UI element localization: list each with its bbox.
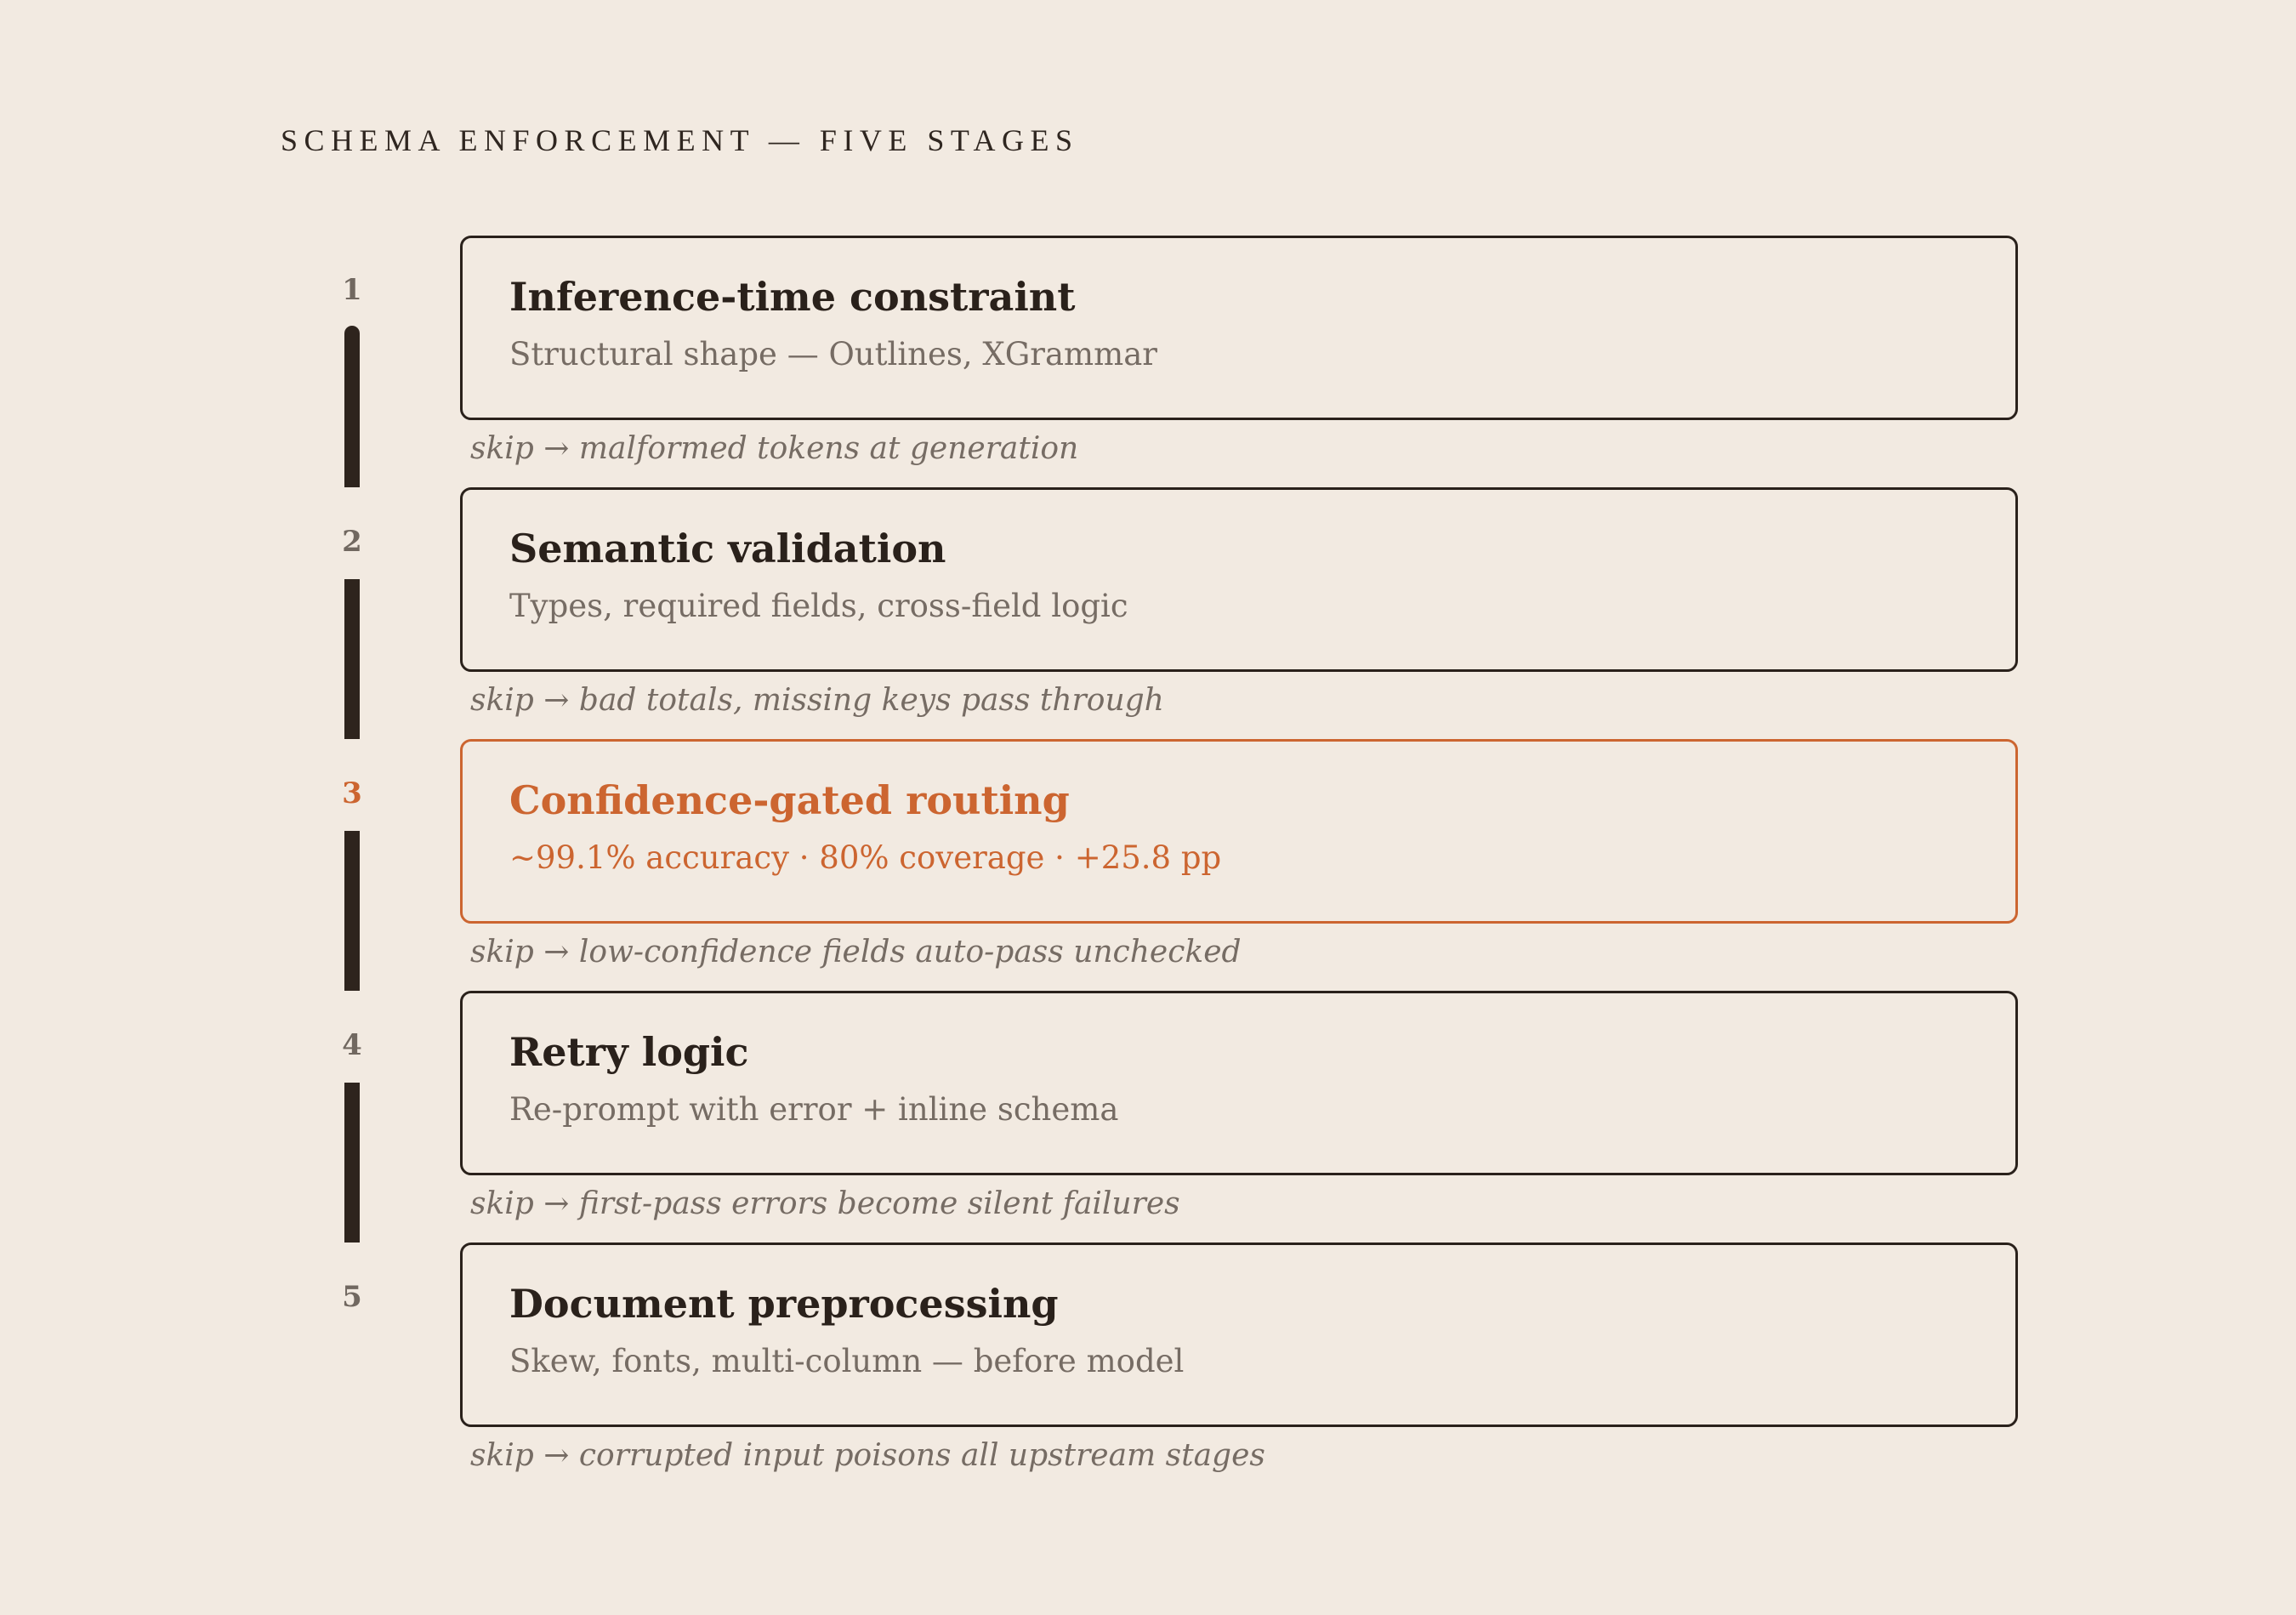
diagram-title: SCHEMA ENFORCEMENT — FIVE STAGES: [281, 123, 1079, 157]
skip-note: skip → first-pass errors become silent failures: [470, 1186, 1180, 1221]
skip-note: skip → malformed tokens at generation: [470, 431, 1079, 466]
stage-card: [460, 487, 2018, 672]
stage-title: Confidence-gated routing: [509, 777, 1070, 823]
stage-rail: [344, 1083, 360, 1243]
stage-card: [460, 236, 2018, 420]
stage-rail: [344, 326, 360, 487]
stage-card: [460, 739, 2018, 924]
stage-title: Retry logic: [509, 1029, 749, 1075]
skip-note: skip → low-confidence fields auto-pass unchecked: [470, 935, 1242, 970]
stage-subtitle: Types, required fields, cross-field logic: [509, 588, 1128, 624]
stage-subtitle: Skew, fonts, multi-column — before model: [509, 1343, 1185, 1379]
skip-note: skip → bad totals, missing keys pass through: [470, 683, 1164, 718]
stage-rail: [344, 831, 360, 991]
stage-subtitle: Re-prompt with error + inline schema: [509, 1091, 1119, 1128]
stage-rail: [344, 579, 360, 739]
stage-3: [0, 739, 2296, 991]
stage-card: [460, 991, 2018, 1175]
stage-number: 4: [342, 1028, 362, 1062]
stage-number: 2: [342, 525, 362, 559]
stage-4: [0, 991, 2296, 1243]
skip-note: skip → corrupted input poisons all upstream stages: [470, 1438, 1265, 1473]
stage-5: [0, 1243, 2296, 1494]
stage-number: 3: [342, 776, 362, 810]
stage-subtitle: ~99.1% accuracy · 80% coverage · +25.8 pp: [509, 839, 1222, 876]
stage-subtitle: Structural shape — Outlines, XGrammar: [509, 336, 1157, 372]
stage-card: [460, 1243, 2018, 1427]
stage-number: 5: [342, 1280, 362, 1314]
stage-1: [0, 236, 2296, 487]
stage-title: Semantic validation: [509, 526, 946, 572]
stage-number: 1: [342, 273, 362, 307]
stage-title: Document preprocessing: [509, 1281, 1059, 1327]
stage-title: Inference-time constraint: [509, 274, 1076, 320]
stage-2: [0, 487, 2296, 739]
